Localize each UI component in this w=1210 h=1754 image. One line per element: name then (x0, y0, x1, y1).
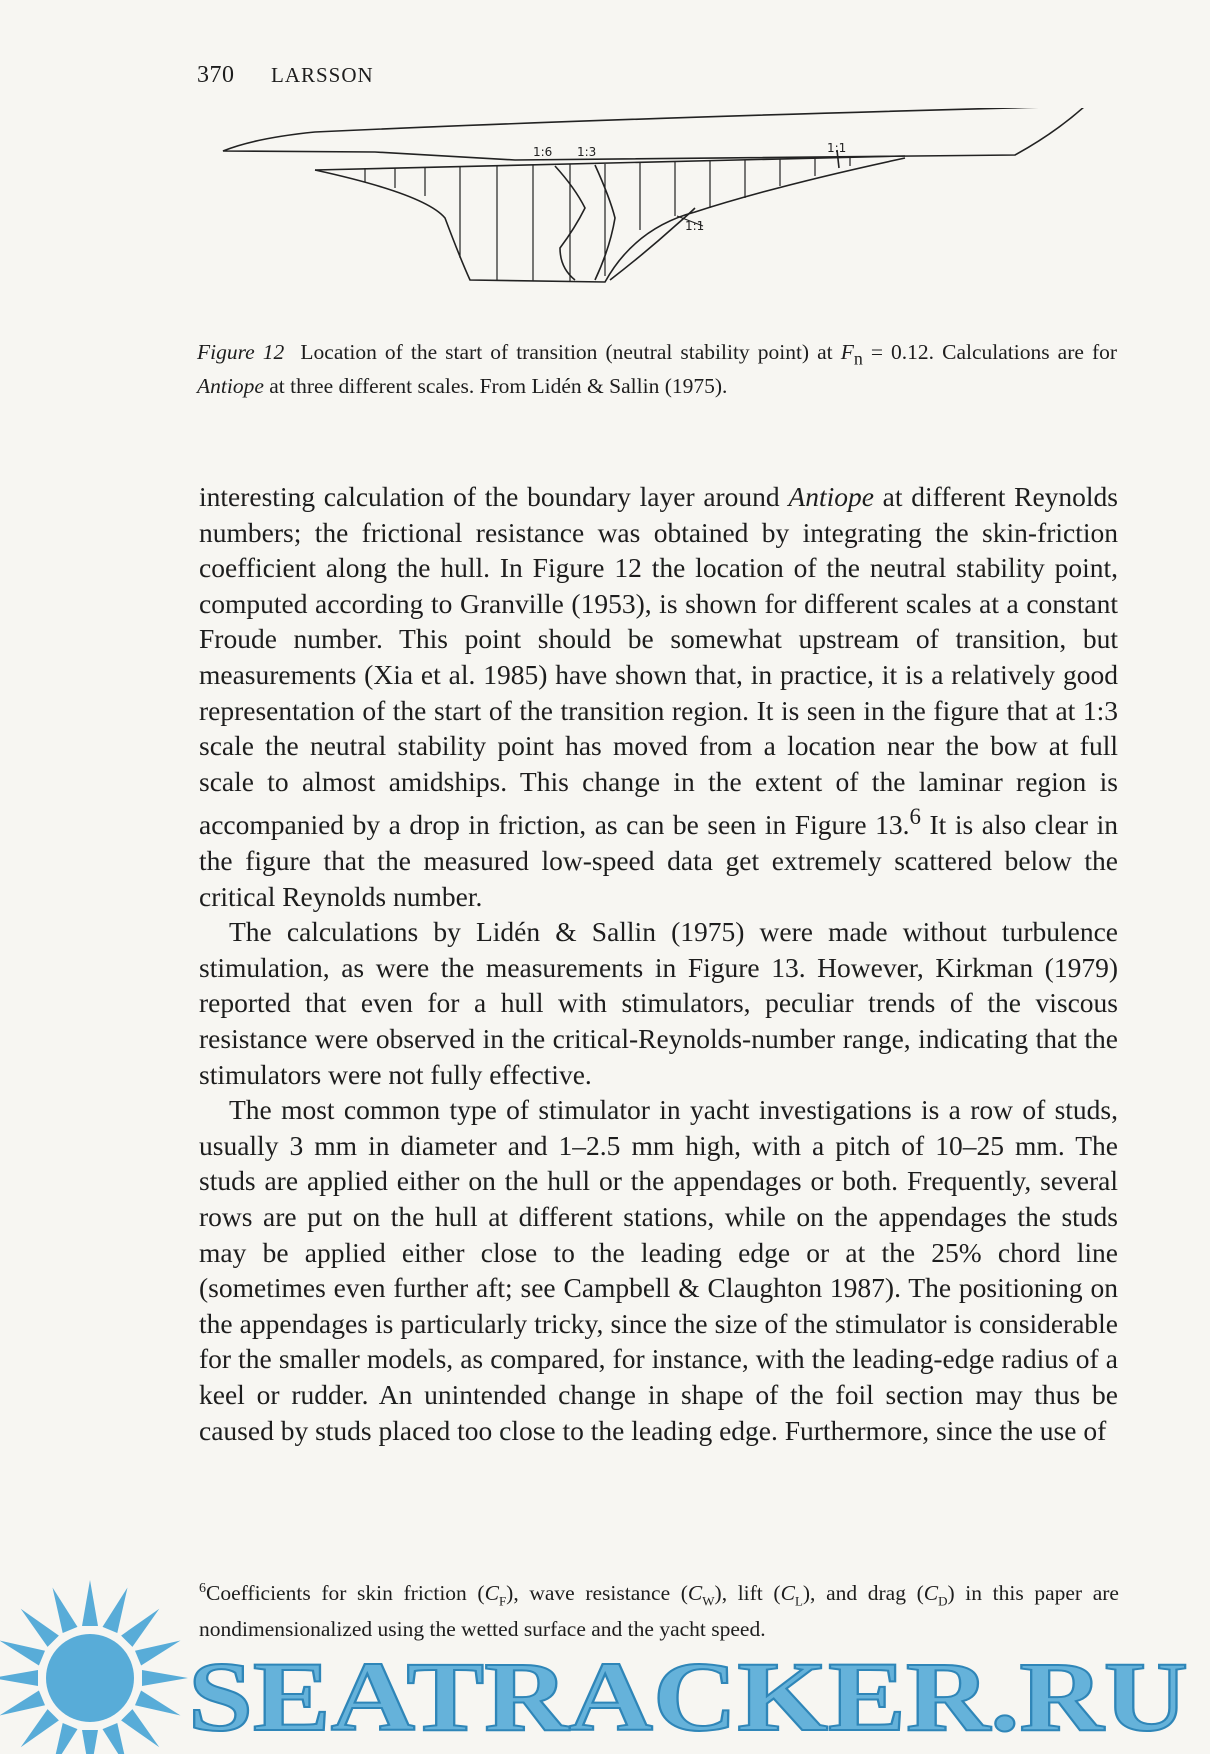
fn-t5: ) in this paper are nondimensionalized using the wetted surface and the yacht speed. (199, 1581, 1119, 1642)
caption-vessel: Antiope (197, 374, 264, 399)
page-number: 370 (197, 62, 235, 88)
figure-caption (197, 338, 1117, 400)
fn-cd-sub: D (938, 1593, 948, 1609)
fn-cw: C (687, 1581, 703, 1606)
watermark-text: SEATRACKER.RU (188, 1641, 1188, 1752)
running-head (197, 62, 374, 89)
figure-label: Figure 12 (197, 340, 285, 364)
paragraph-1 (199, 479, 1118, 914)
caption-text-b: = 0.12. Calculations are for (862, 340, 1118, 364)
fn-t4: ), and drag ( (802, 1581, 924, 1606)
scale-label-1-6: 1:6 (533, 145, 553, 159)
scale-label-1-1-hull: 1:1 (827, 141, 847, 155)
caption-text-a: Location of the start of transition (neutral stability point) at (300, 340, 841, 364)
froude-subscript: n (853, 348, 863, 369)
scale-label-1-3: 1:3 (577, 145, 597, 159)
footnote (199, 1574, 1119, 1644)
footnote-ref: 6 (909, 804, 921, 830)
running-head-author: LARSSON (271, 63, 374, 87)
fn-cw-sub: W (702, 1593, 715, 1609)
hull-transition-figure (215, 108, 1095, 323)
p1-part-a: interesting calculation of the boundary layer around (199, 481, 789, 512)
station-lines (365, 157, 850, 281)
p1-part-b: at different Reynolds numbers; the frictional resistance was obtained by integrating the skin-friction coefficient along the hull. In Figure 12 the location of the neutral stability point, computed according to Granville (1953), is shown for different scales at a constant Froude number. This point should be somewhat upstream of transition, but measurements (Xia et al. 1985) have shown that, in practice, it is a relatively good representation of the start of the transition region. It is seen in the figure that at 1:3 scale the neutral stability point has moved from a location near the bow at full scale to almost amidships. This change in the extent of the laminar region is accompanied by a drop in friction, as can be seen in Figure 13. (199, 481, 1118, 841)
caption-text-c: at three different scales. From Lidén & Sallin (1975). (263, 374, 728, 399)
paragraph-2: The calculations by Lidén & Sallin (1975) were made without turbulence stimulation, as were the measurements in Figure 13. However, Kirkman (1979) reported that even for a hull with stimulators, peculiar trends of the viscous resistance were observed in the critical-Reynolds-number range, indicating that the stimulators were not fully effective. (199, 916, 1118, 1090)
body-text (199, 479, 1118, 1448)
fn-cd: C (923, 1581, 939, 1606)
fn-t3: ), lift ( (714, 1581, 781, 1606)
waterline (315, 156, 905, 170)
footnote-marker: 6 (199, 1581, 206, 1596)
scale-label-1-1-keel: 1:1 (685, 219, 705, 233)
p1-part-c: It is also clear in the figure that the measured low-speed data get extremely scattered below the critical Reynolds number. (199, 809, 1118, 912)
fn-cl-sub: L (794, 1593, 803, 1609)
fn-t1: Coefficients for skin friction ( (206, 1581, 485, 1606)
sun-icon (0, 1580, 188, 1754)
fn-cf: C (484, 1581, 499, 1606)
fn-t2: ), wave resistance ( (506, 1581, 688, 1606)
paragraph-3: The most common type of stimulator in yacht investigations is a row of studs, usually 3 mm in diameter and 1–2.5 mm high, with a pitch of 10–25 mm. The studs are applied either on the hull or the appendages or both. Frequently, several rows are put on the hull at different stations, while on the appendages the studs may be applied either close to the leading edge or at the 25% chord line (sometimes even further aft; see Campbell & Claughton 1987). The positioning on the appendages is particularly tricky, since the size of the stimulator is considerable for the smaller models, as compared, for instance, with the leading-edge radius of a keel or rudder. An unintended change in shape of the foil section may thus be caused by studs placed too close to the leading edge. Furthermore, since the use of (199, 1094, 1118, 1446)
fn-cl: C (780, 1581, 795, 1606)
keel-outline (315, 158, 905, 282)
hull-outline (223, 108, 1085, 160)
froude-symbol: F (840, 340, 854, 364)
transition-curve-1-1-keel (610, 208, 695, 280)
fn-cf-sub: F (498, 1593, 507, 1609)
p1-vessel: Antiope (788, 481, 874, 512)
